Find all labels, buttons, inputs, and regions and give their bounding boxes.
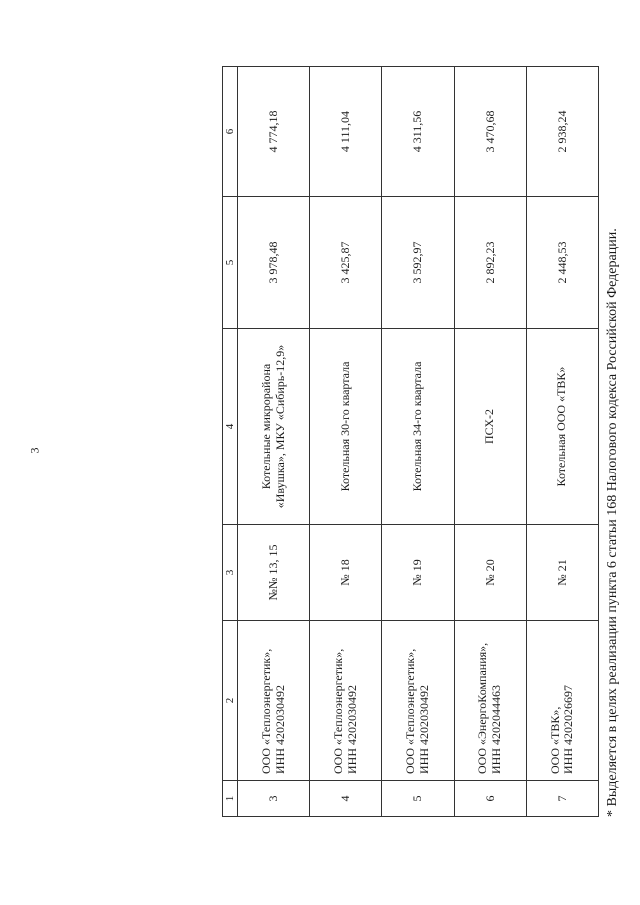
footnote: * Выделяется в целях реализации пункта 6 статьи 168 Налогового кодекса Российской Федерации. [605,228,620,817]
organization-cell [454,621,526,781]
table-row [310,67,382,817]
heat-source-cell [382,329,454,525]
heat-source-line1: ПСХ-2 [482,408,497,445]
heat-source-line2: «Ивушка», МКУ «Сибирь-12,9» [272,344,287,509]
tariff-value-col6: 3 470,68 [454,67,526,197]
row-index: 3 [238,781,310,817]
header-cell-3: 3 [223,525,238,621]
tariff-value-col6: 4 111,04 [310,67,382,197]
tariff-value-col6: 2 938,24 [526,67,598,197]
header-cell-2: 2 [223,621,238,781]
row-index: 7 [526,781,598,817]
row-index: 4 [310,781,382,817]
table-row [454,67,526,817]
table-row [526,67,598,817]
organization-inn: ИНН 4202030492 [272,685,287,774]
header-cell-1: 1 [223,781,238,817]
organization-cell [310,621,382,781]
heat-source-line1: Котельная ООО «ТВК» [554,366,569,487]
header-cell-6: 6 [223,67,238,197]
system-number: № 18 [310,525,382,621]
tariff-value-col5: 2 448,53 [526,197,598,329]
organization-cell [238,621,310,781]
heat-source-line1: Котельная 34-го квартала [410,361,425,492]
heat-source-line1: Котельная 30-го квартала [337,361,352,492]
heat-source-line1: Котельные микрорайона [258,363,273,490]
tariff-value-col5: 3 592,97 [382,197,454,329]
row-index: 6 [454,781,526,817]
tariff-value-col5: 3 978,48 [238,197,310,329]
organization-name: ООО «ТВК», [547,706,562,774]
table-row [238,67,310,817]
tariff-value-col5: 3 425,87 [310,197,382,329]
organization-inn: ИНН 4202026697 [561,685,576,774]
organization-name: ООО «Теплоэнергетик», [330,648,345,774]
organization-inn: ИНН 4202044463 [489,685,504,774]
organization-name: ООО «ЭнергоКомпания», [475,642,490,774]
organization-name: ООО «Теплоэнергетик», [403,648,418,774]
system-number: №№ 13, 15 [238,525,310,621]
heat-source-cell [238,329,310,525]
organization-inn: ИНН 4202030492 [416,685,431,774]
header-cell-4: 4 [223,329,238,525]
heat-source-cell [526,329,598,525]
system-number: № 19 [382,525,454,621]
system-number: № 21 [526,525,598,621]
organization-cell [526,621,598,781]
tariff-value-col6: 4 311,56 [382,67,454,197]
tariff-value-col5: 2 892,23 [454,197,526,329]
heat-source-cell [454,329,526,525]
organization-cell [382,621,454,781]
tariff-value-col6: 4 774,18 [238,67,310,197]
page-number: 3 [27,447,42,454]
row-index: 5 [382,781,454,817]
header-row [223,67,238,817]
heat-source-cell [310,329,382,525]
system-number: № 20 [454,525,526,621]
organization-name: ООО «Теплоэнергетик», [258,648,273,774]
tariff-table [222,66,599,817]
table-row [382,67,454,817]
header-cell-5: 5 [223,197,238,329]
organization-inn: ИНН 4202030492 [344,685,359,774]
landscape-content [222,57,640,817]
